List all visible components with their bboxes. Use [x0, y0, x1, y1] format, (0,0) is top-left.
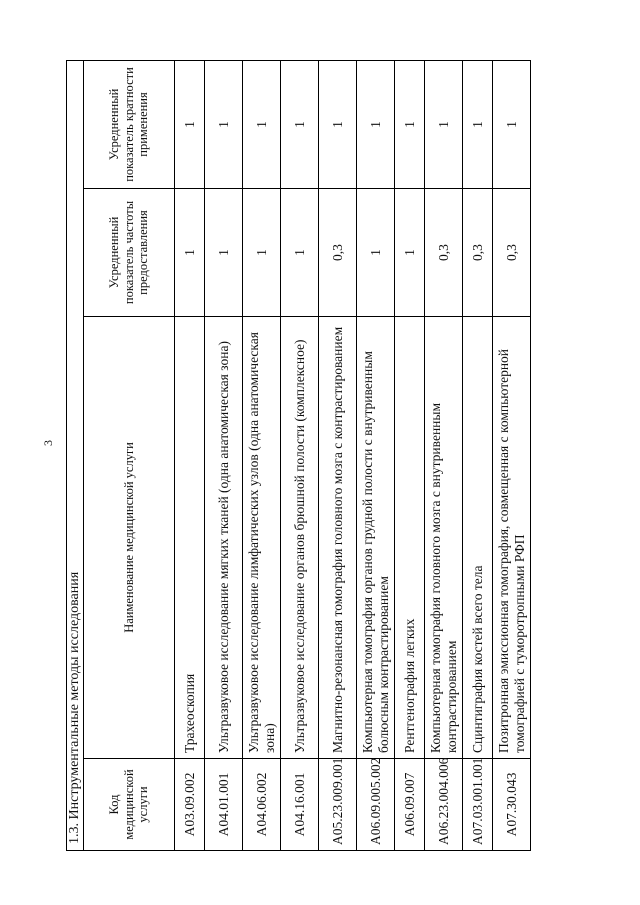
table-row — [425, 60, 463, 850]
service-code: A06.23.004.006 — [425, 759, 463, 851]
table-row — [205, 60, 243, 850]
frequency-value: 1 — [205, 189, 243, 317]
service-name: Сцинтиграфия костей всего тела — [463, 317, 493, 759]
service-name: Рентгенография легких — [395, 317, 425, 759]
service-name: Магнитно-резонансная томография головного мозга с контрастированием — [319, 317, 357, 759]
rotated-table-container — [66, 61, 527, 851]
table-row — [281, 60, 319, 850]
service-code: A04.01.001 — [205, 759, 243, 851]
service-code: A07.03.001.001 — [463, 759, 493, 851]
multiplicity-value: 1 — [281, 60, 319, 188]
multiplicity-value: 1 — [357, 60, 395, 188]
service-code: A04.16.001 — [281, 759, 319, 851]
service-code: A06.09.005.002 — [357, 759, 395, 851]
frequency-value: 0,3 — [319, 189, 357, 317]
table-body — [175, 60, 531, 850]
frequency-value: 0,3 — [425, 189, 463, 317]
table-row — [463, 60, 493, 850]
service-name: Трахеоскопия — [175, 317, 205, 759]
multiplicity-value: 1 — [493, 60, 531, 188]
frequency-value: 0,3 — [463, 189, 493, 317]
service-code: A06.09.007 — [395, 759, 425, 851]
table-row — [175, 60, 205, 850]
service-name: Компьютерная томография органов грудной полости с внутривенным болюсным контрастированием — [357, 317, 395, 759]
frequency-value: 1 — [357, 189, 395, 317]
header-multiplicity: Усредненный показатель кратности применения — [84, 60, 175, 188]
multiplicity-value: 1 — [319, 60, 357, 188]
service-code: A07.30.043 — [493, 759, 531, 851]
service-name: Ультразвуковое исследование лимфатических узлов (одна анатомическая зона) — [243, 317, 281, 759]
header-code: Код медицинской услуги — [84, 759, 175, 851]
service-code: A04.06.002 — [243, 759, 281, 851]
frequency-value: 1 — [395, 189, 425, 317]
table-header-row — [84, 60, 175, 850]
table-row — [493, 60, 531, 850]
service-code: A05.23.009.001 — [319, 759, 357, 851]
table-row — [319, 60, 357, 850]
section-title: 1.3. Инструментальные методы исследования — [67, 60, 84, 850]
page-number: 3 — [41, 440, 55, 446]
section-title-row — [67, 60, 84, 850]
service-name: Позитронная эмиссионная томография, совмещенная с компьютерной томографией с туморотропными РФП — [493, 317, 531, 759]
service-name: Ультразвуковое исследование органов брюшной полости (комплексное) — [281, 317, 319, 759]
table-row — [357, 60, 395, 850]
multiplicity-value: 1 — [175, 60, 205, 188]
service-name: Компьютерная томография головного мозга с внутривенным контрастированием — [425, 317, 463, 759]
multiplicity-value: 1 — [395, 60, 425, 188]
services-table — [66, 60, 531, 851]
multiplicity-value: 1 — [205, 60, 243, 188]
multiplicity-value: 1 — [243, 60, 281, 188]
frequency-value: 0,3 — [493, 189, 531, 317]
service-code: A03.09.002 — [175, 759, 205, 851]
table-row — [243, 60, 281, 850]
header-name: Наименование медицинской услуги — [84, 317, 175, 759]
service-name: Ультразвуковое исследование мягких тканей (одна анатомическая зона) — [205, 317, 243, 759]
table-row — [395, 60, 425, 850]
multiplicity-value: 1 — [425, 60, 463, 188]
header-frequency: Усредненный показатель частоты предоставления — [84, 189, 175, 317]
multiplicity-value: 1 — [463, 60, 493, 188]
frequency-value: 1 — [243, 189, 281, 317]
frequency-value: 1 — [175, 189, 205, 317]
frequency-value: 1 — [281, 189, 319, 317]
